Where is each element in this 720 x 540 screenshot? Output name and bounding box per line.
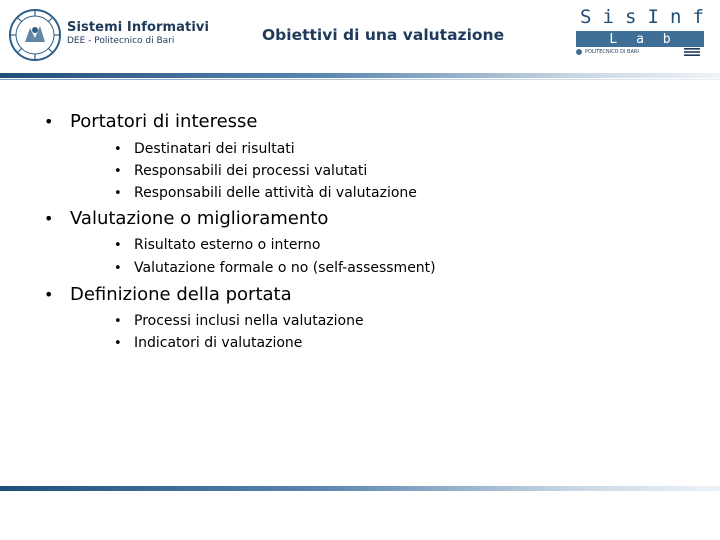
sisinf-logo-top: [580, 6, 704, 28]
sub-bullet-text: Processi inclusi nella valutazione: [134, 313, 364, 329]
bullet-text: Valutazione o miglioramento: [70, 208, 329, 229]
sub-bullet-text: Responsabili dei processi valutati: [134, 163, 368, 179]
sub-bullet-item: [114, 141, 295, 157]
politecnico-mini-icon: [576, 49, 582, 55]
sisinf-logo-bottom: [576, 31, 704, 47]
logo-letter: S: [580, 6, 592, 28]
logo-letter: n: [670, 6, 682, 28]
bullet-text: Portatori di interesse: [70, 111, 258, 132]
header-divider-thin: [0, 79, 720, 80]
footer-divider: [0, 486, 720, 491]
sub-bullet-item: [114, 163, 367, 179]
bullet-icon: •: [44, 112, 54, 131]
politecnico-seal-logo: [8, 8, 62, 62]
bullet-icon: •: [114, 238, 122, 253]
sub-bullet-item: [114, 260, 436, 276]
logo-letter: b: [662, 31, 671, 47]
sub-bullet-item: [114, 237, 320, 253]
sub-bullet-item: [114, 313, 364, 329]
sub-bullet-text: Valutazione formale o no (self-assessment): [134, 260, 436, 276]
bullet-icon: •: [114, 142, 122, 157]
logo-letter: s: [625, 6, 637, 28]
bullet-icon: •: [114, 261, 122, 276]
sub-bullet-item: [114, 335, 302, 351]
org-name: Sistemi Informativi: [67, 20, 210, 35]
bullet-item: [44, 208, 328, 229]
politecnico-caption: [576, 49, 639, 55]
bullet-text: Definizione della portata: [70, 284, 292, 305]
slide-title: Obiettivi di una valutazione: [262, 26, 505, 44]
logo-letter: a: [636, 31, 644, 47]
sub-bullet-text: Risultato esterno o interno: [134, 237, 321, 253]
sub-bullet-text: Indicatori di valutazione: [134, 335, 303, 351]
bullet-icon: •: [114, 336, 122, 351]
bullet-item: [44, 284, 292, 305]
bullet-icon: •: [114, 314, 122, 329]
logo-letter: i: [602, 6, 614, 28]
header-divider: [0, 73, 720, 78]
bullet-icon: •: [114, 186, 122, 201]
logo-letter: f: [692, 6, 704, 28]
logo-letter: L: [609, 31, 618, 47]
org-subtitle: DEE - Politecnico di Bari: [67, 36, 175, 46]
bullet-icon: •: [114, 164, 122, 179]
sub-bullet-text: Destinatari dei risultati: [134, 141, 295, 157]
bullet-item: [44, 111, 258, 132]
bullet-icon: •: [44, 209, 54, 228]
bullet-icon: •: [44, 285, 54, 304]
sub-bullet-text: Responsabili delle attività di valutazione: [134, 185, 417, 201]
dee-logo-icon: [684, 48, 700, 56]
politecnico-caption-text: POLITECNICO DI BARI: [585, 49, 639, 55]
sub-bullet-item: [114, 185, 417, 201]
logo-letter: I: [647, 6, 659, 28]
